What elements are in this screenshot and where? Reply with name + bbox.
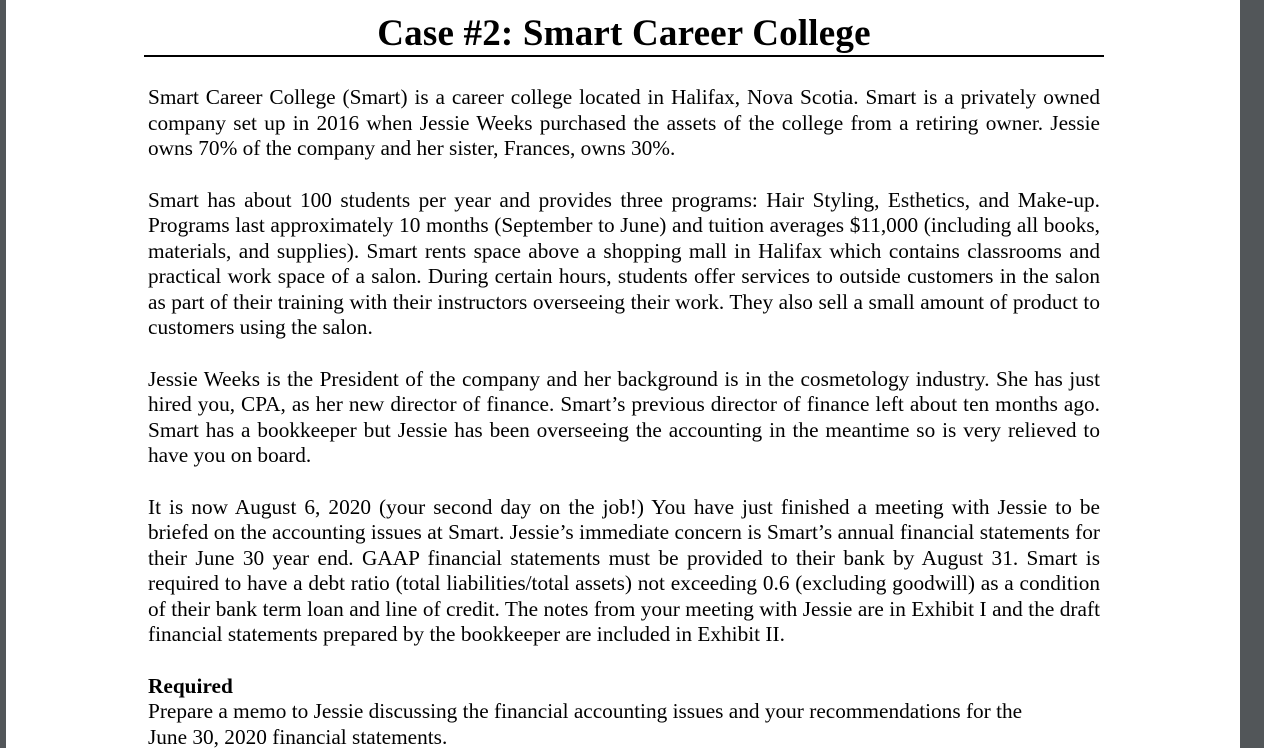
- paragraph-president: Jessie Weeks is the President of the company and her background is in the cosmetology industry. She has just hired you, CPA, as her new director of finance. Smart’s previous director of finance left about ten months ago. Smart has a bookkeeper but Jessie has been overseeing the accounting in the meantime so is very relieved to have you on board.: [148, 366, 1100, 467]
- required-heading: Required: [148, 673, 233, 698]
- paragraph-company-overview: Smart Career College (Smart) is a career college located in Halifax, Nova Scotia. Smart is a privately owned company set up in 2016 when Jessie Weeks purchased the assets of the college from a retiring owner. Jessie owns 70% of the company and her sister, Frances, owns 30%.: [148, 85, 1100, 160]
- paragraph-programs: Smart has about 100 students per year and provides three programs: Hair Styling, Esthetics, and Make-up. Programs last approximately 10 months (September to June) and tuition averages $11,000 (including all books, materials, and supplies). Smart rents space above a shopping mall in Halifax which contains classrooms and practical work space of a salon. During certain hours, students offer services to outside customers in the salon as part of their training with their instructors overseeing their work. They also sell a small amount of product to customers using the salon.: [148, 187, 1100, 339]
- required-text-line-1: Prepare a memo to Jessie discussing the financial accounting issues and your recommendations for the: [148, 699, 1023, 723]
- paragraph-current-situation: It is now August 6, 2020 (your second day on the job!) You have just finished a meeting with Jessie to be briefed on the accounting issues at Smart. Jessie’s immediate concern is Smart’s annual financial statements for their June 30 year end. GAAP financial statements must be provided to their bank by August 31. Smart is required to have a debt ratio (total liabilities/total assets) not exceeding 0.6 (excluding goodwill) as a condition of their bank term loan and line of credit. The notes from your meeting with Jessie are in Exhibit I and the draft financial statements prepared by the bookkeeper are included in Exhibit II.: [148, 494, 1100, 646]
- document-page: [6, 0, 1240, 748]
- required-text-line-2: June 30, 2020 financial statements.: [148, 724, 448, 748]
- case-title: Case #2: Smart Career College: [377, 13, 871, 54]
- title-underline: [144, 55, 1104, 57]
- required-section: [148, 674, 1100, 748]
- case-body: [148, 85, 1100, 748]
